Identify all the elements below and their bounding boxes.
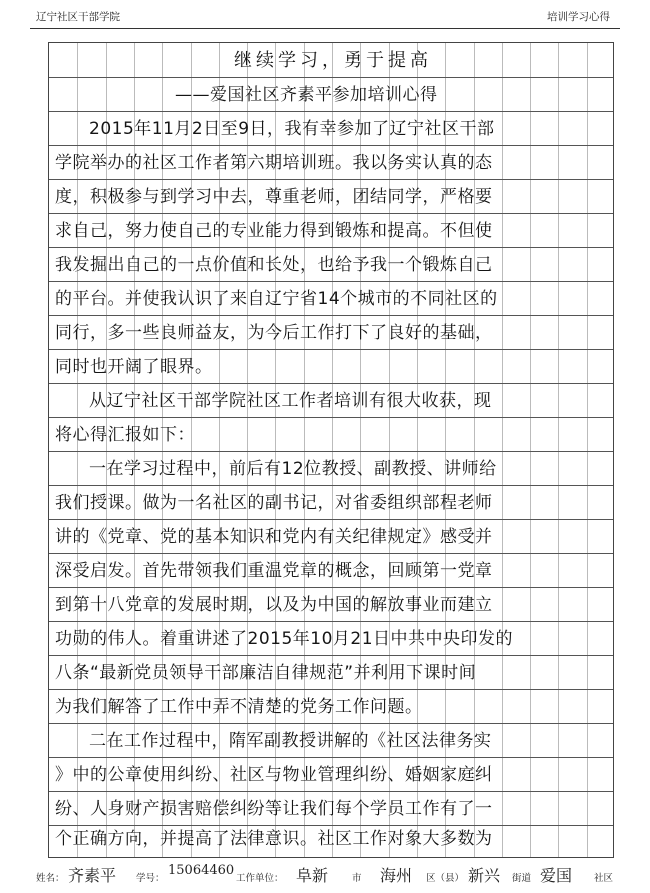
essay-line: 二在工作过程中，隋军副教授讲解的《社区法律务实 bbox=[89, 731, 492, 751]
essay-line: 的平台。并使我认识了来自辽宁省14个城市的不同社区的 bbox=[55, 289, 498, 309]
essay-line: 深受启发。首先带领我们重温党章的概念，回顾第一党章 bbox=[55, 561, 493, 581]
essay-line: 》中的公章使用纠纷、社区与物业管理纠纷、婚姻家庭纠 bbox=[55, 765, 493, 785]
essay-line: 从辽宁社区干部学院社区工作者培训有很大收获，现 bbox=[89, 391, 492, 411]
ruled-line bbox=[49, 145, 613, 146]
essay-line: 将心得汇报如下： bbox=[55, 425, 195, 445]
essay-line: 功勋的伟人。着重讲述了2015年10月21日中共中央印发的 bbox=[55, 629, 514, 649]
ruled-line bbox=[49, 77, 613, 78]
ruled-line bbox=[49, 417, 613, 418]
street-label: 街道 bbox=[512, 873, 532, 884]
essay-line: 讲的《党章、党的基本知识和党内有关纪律规定》感受并 bbox=[55, 527, 493, 547]
id-label: 学号： bbox=[136, 873, 165, 884]
district-label: 区（县） bbox=[426, 873, 465, 884]
ruled-line bbox=[49, 587, 613, 588]
name-value: 齐素平 bbox=[68, 866, 117, 885]
ruled-line bbox=[49, 757, 613, 758]
essay-line: 求自己，努力使自己的专业能力得到锻炼和提高。不但使 bbox=[55, 221, 493, 241]
ruled-line bbox=[49, 553, 613, 554]
essay-line: 2015年11月2日至9日，我有幸参加了辽宁社区干部 bbox=[89, 119, 495, 139]
ruled-line bbox=[49, 383, 613, 384]
id-value: 15064460 bbox=[168, 863, 235, 878]
essay-line: 个正确方向，并提高了法律意识。社区工作对象大多数为 bbox=[55, 829, 493, 849]
institute-name: 辽宁社区干部学院 bbox=[36, 11, 120, 23]
ruled-line bbox=[49, 281, 613, 282]
ruled-line bbox=[49, 519, 613, 520]
form-type: 培训学习心得 bbox=[547, 11, 610, 23]
essay-line: 八条“最新党员领导干部廉洁自律规范”并利用下课时间 bbox=[55, 663, 477, 683]
city-label: 市 bbox=[352, 873, 362, 884]
ruled-line bbox=[49, 689, 613, 690]
essay-line: 同时也开阔了眼界。 bbox=[55, 357, 213, 377]
ruled-line bbox=[49, 247, 613, 248]
community-value: 爱国 bbox=[540, 866, 573, 885]
community-label: 社区 bbox=[594, 873, 614, 884]
ruled-line bbox=[49, 349, 613, 350]
city-value: 阜新 bbox=[296, 866, 329, 885]
ruled-line bbox=[49, 179, 613, 180]
ruled-line bbox=[49, 213, 613, 214]
ruled-line bbox=[49, 111, 613, 112]
essay-line: 一在学习过程中，前后有12位教授、副教授、讲师给 bbox=[89, 459, 497, 479]
essay-line: 我们授课。做为一名社区的副书记，对省委组织部程老师 bbox=[55, 493, 493, 513]
ruled-line bbox=[49, 485, 613, 486]
essay-line: 同行，多一些良师益友，为今后工作打下了良好的基础， bbox=[55, 323, 493, 343]
ruled-line bbox=[49, 655, 613, 656]
essay-line: 学院举办的社区工作者第六期培训班。我以务实认真的态 bbox=[55, 153, 493, 173]
essay-line: 为我们解答了工作中弄不清楚的党务工作问题。 bbox=[55, 697, 423, 717]
essay-title: 继续学习，勇于提高 bbox=[234, 50, 432, 71]
ruled-sheet bbox=[48, 42, 614, 858]
ruled-line bbox=[49, 723, 613, 724]
street-value: 新兴 bbox=[468, 866, 501, 885]
essay-subtitle: ——爱国社区齐素平参加培训心得 bbox=[175, 85, 438, 105]
ruled-line bbox=[49, 315, 613, 316]
essay-line: 我发掘出自己的一点价值和长处，也给予我一个锻炼自己 bbox=[55, 255, 493, 275]
student-info bbox=[36, 860, 626, 890]
ruled-line bbox=[49, 791, 613, 792]
district-value: 海州 bbox=[380, 866, 413, 885]
unit-label: 工作单位： bbox=[236, 873, 284, 884]
ruled-line bbox=[49, 621, 613, 622]
essay-line: 纷、人身财产损害赔偿纠纷等让我们每个学员工作有了一 bbox=[55, 799, 493, 819]
header-divider bbox=[30, 28, 620, 29]
essay-line: 到第十八党章的发展时期，以及为中国的解放事业而建立 bbox=[55, 595, 493, 615]
name-label: 姓名： bbox=[36, 873, 65, 884]
essay-line: 度，积极参与到学习中去，尊重老师，团结同学，严格要 bbox=[55, 187, 493, 207]
ruled-line bbox=[49, 451, 613, 452]
